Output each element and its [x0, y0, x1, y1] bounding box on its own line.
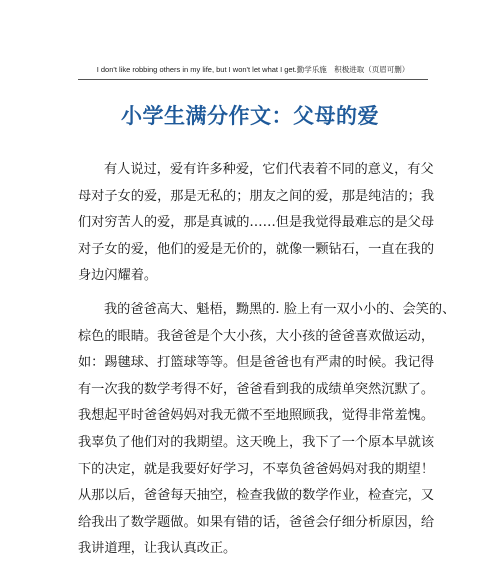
- paragraph-line: 从那以后，爸爸每天抽空，检查我做的数学作业，检查完，又: [78, 488, 435, 504]
- header-divider: [78, 79, 428, 80]
- paragraph-line: 我的爸爸高大、魁梧，黝黑的. 脸上有一双小小的、会笑的、: [104, 302, 456, 317]
- paragraph-line: 们对穷苦人的爱，那是真诚的……但是我觉得最难忘的是父母: [78, 215, 435, 231]
- paragraph-line: 我想起平时爸爸妈妈对我无微不至地照顾我，觉得非常羞愧。: [78, 408, 435, 424]
- paragraph-line: 有人说过，爱有许多种爱，它们代表着不同的意义，有父: [104, 162, 434, 177]
- paragraph-line: 如：踢毽球、打篮球等等。但是爸爸也有严肃的时候。我记得: [78, 355, 435, 371]
- paragraph-line: 我辜负了他们对的我期望。这天晚上，我下了一个原本早就该: [78, 434, 435, 450]
- paragraph-line: 身边闪耀着。: [78, 268, 158, 284]
- page-header: I don't like robbing others in my life, but I won't let what I get.勤学乐施 积极进取（页眉可删）: [96, 65, 410, 74]
- paragraph-line: 下的决定，就是我要好好学习，不辜负爸爸妈妈对我的期望！: [78, 461, 435, 477]
- paragraph-2: [78, 297, 456, 563]
- paragraph-line: 棕色的眼睛。我爸爸是个大小孩，大小孩的爸爸喜欢做运动，: [78, 328, 435, 344]
- paragraph-1: [78, 157, 435, 290]
- paragraph-line: 对子女的爱，他们的爱是无价的，就像一颗钻石，一直在我的: [78, 241, 435, 257]
- paragraph-line: 母对子女的爱，那是无私的；朋友之间的爱，那是纯洁的；我: [78, 188, 435, 204]
- paragraph-line: 我讲道理，让我认真改正。: [78, 541, 237, 557]
- paragraph-line: 给我出了数学题做。如果有错的话，爸爸会仔细分析原因，给: [78, 514, 435, 530]
- paragraph-line: 有一次我的数学考得不好，爸爸看到我的成绩单突然沉默了。: [78, 381, 435, 397]
- document-title: 小学生满分作文：父母的爱: [121, 104, 379, 128]
